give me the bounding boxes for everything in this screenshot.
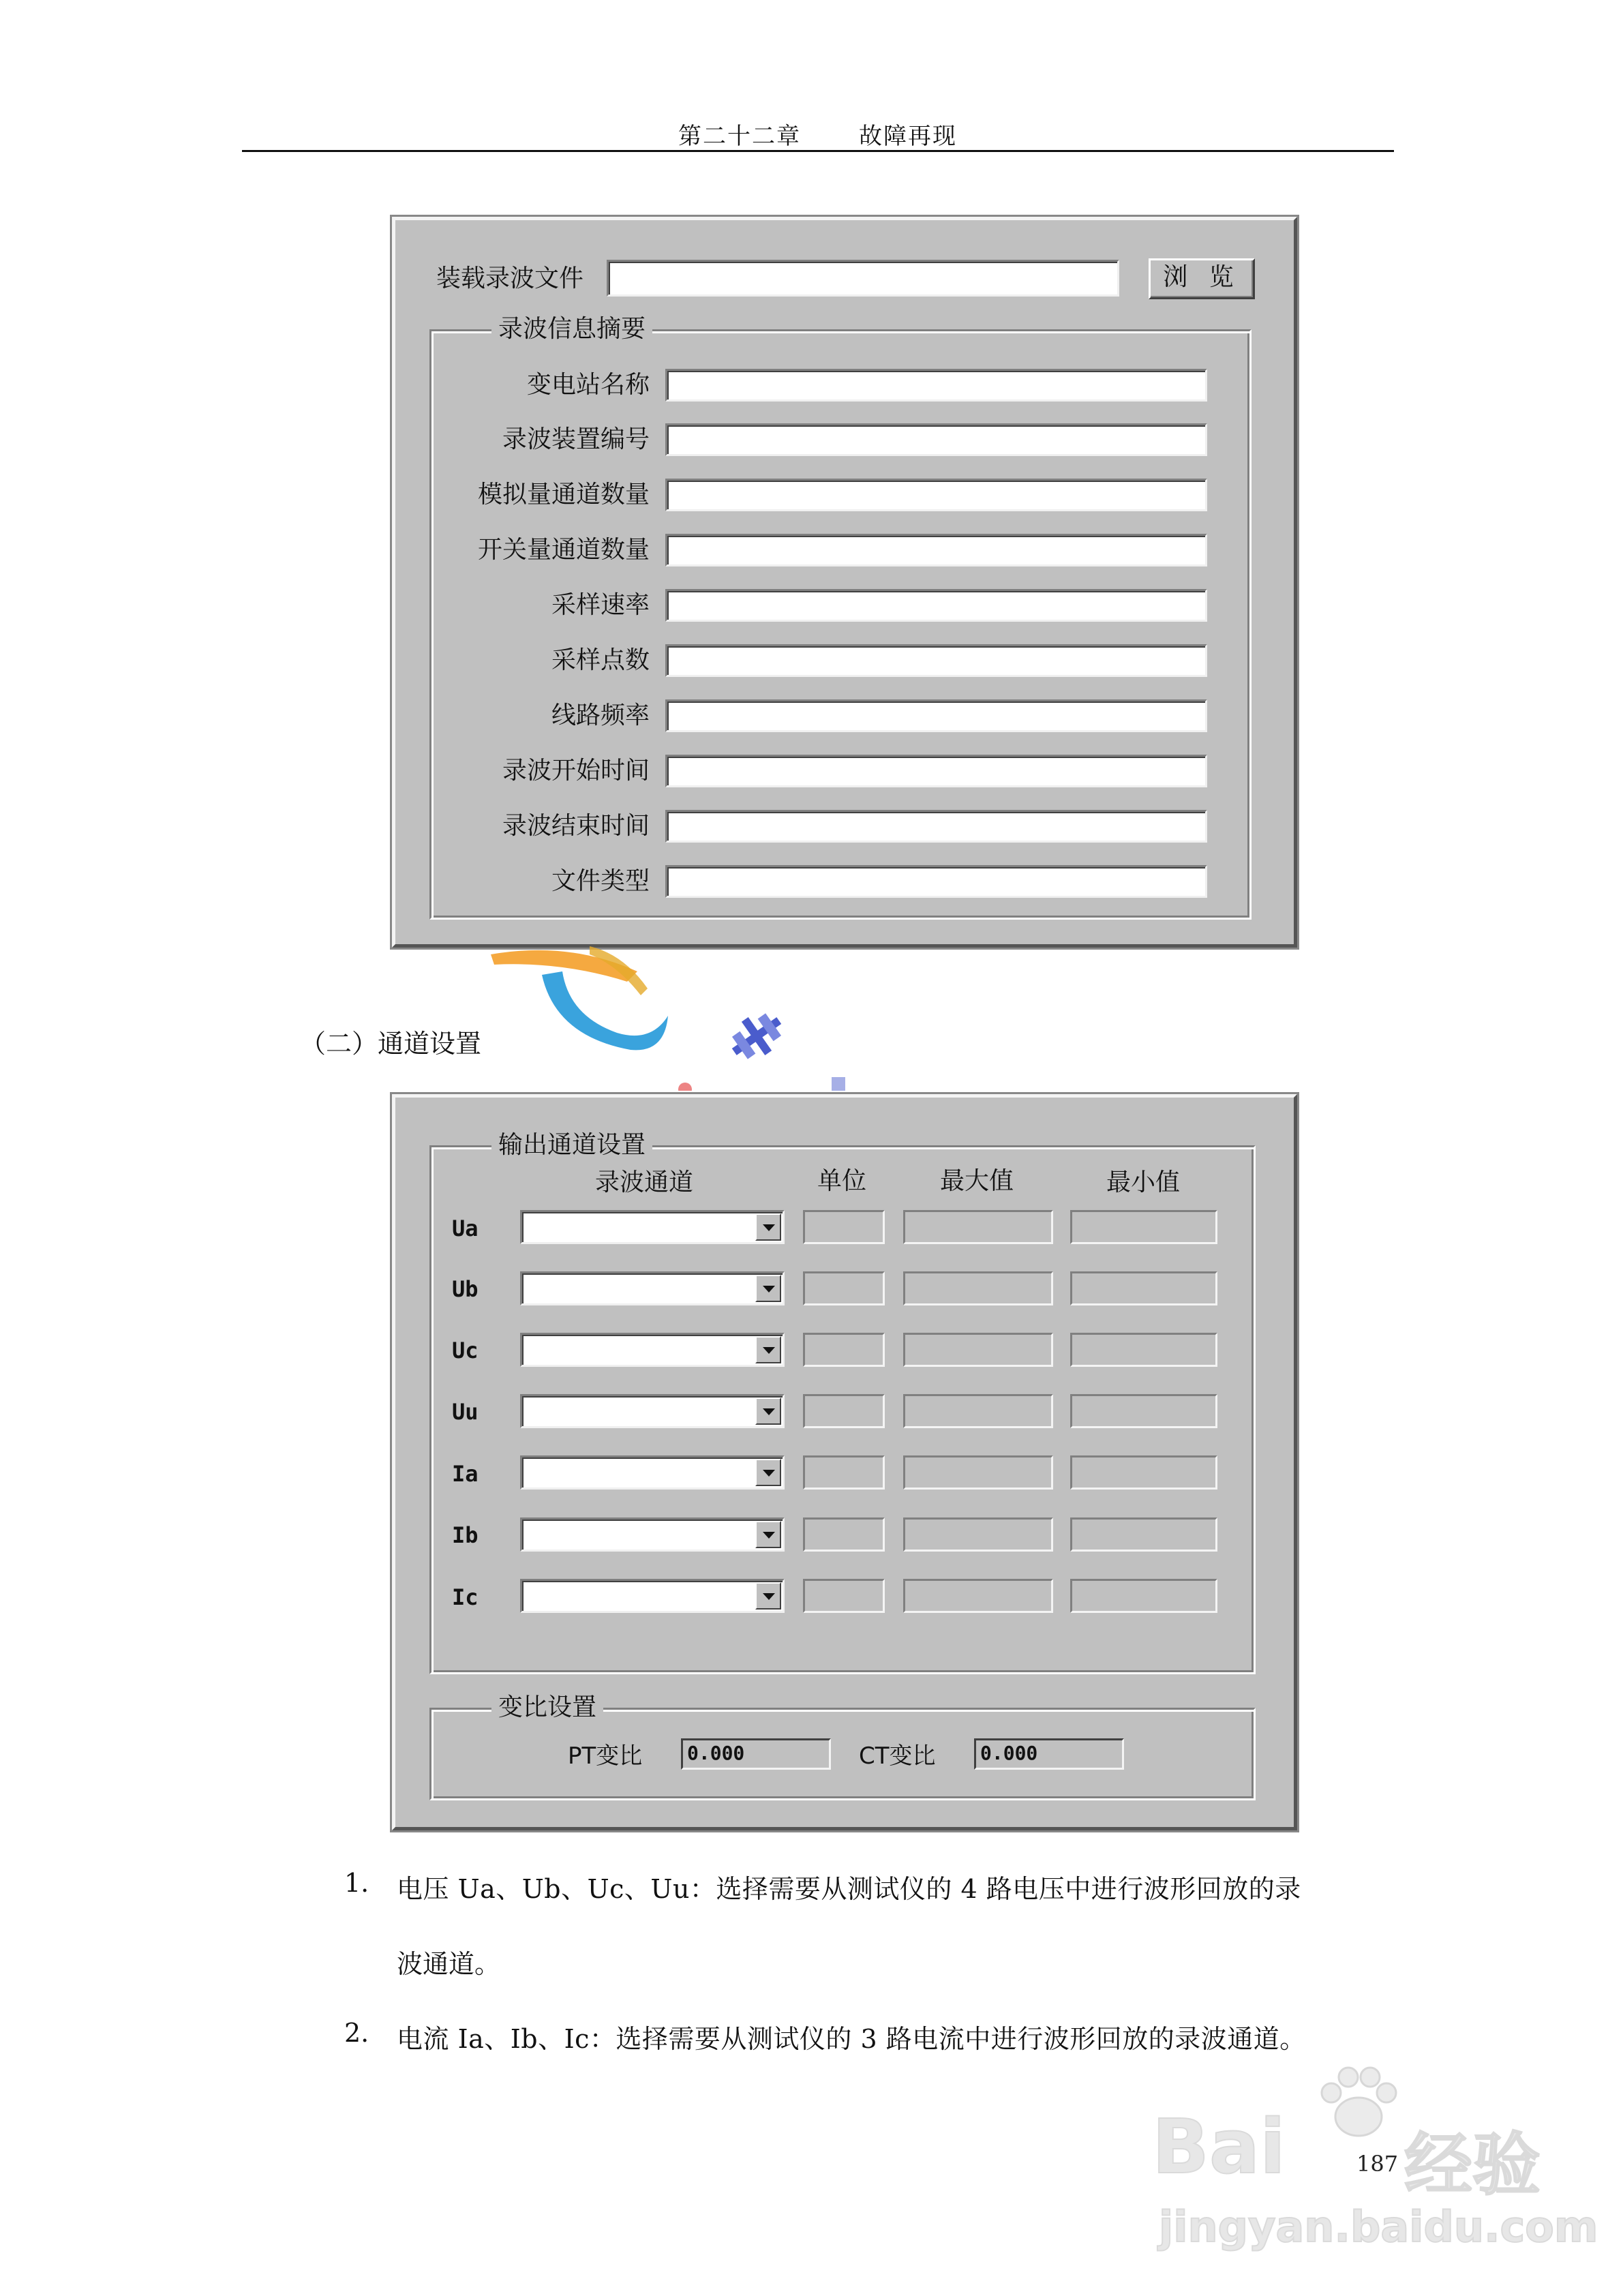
field-label: 开关量通道数量 [477,536,650,564]
chevron-down-icon[interactable] [755,1459,781,1486]
note-text-continued: 波通道。 [397,1949,501,1979]
summary-title: 录波信息摘要 [491,314,652,345]
chevron-down-icon[interactable] [755,1398,781,1425]
chapter-title: 第二十二章 [678,123,801,150]
field-input[interactable] [665,589,1207,622]
note-text: 电压 Ua、Ub、Uc、Uu：选择需要从测试仪的 4 路电压中进行波形回放的录 [397,1874,1301,1904]
channel-select[interactable] [520,1271,785,1305]
field-label: 线路频率 [551,701,650,729]
unit-cell [803,1517,885,1552]
page-header [242,115,1394,152]
max-cell [903,1333,1053,1367]
channel-label: Ia [452,1461,479,1487]
ratio-groupbox [429,1693,1256,1800]
pt-ratio-label: PT变比 [568,1742,643,1770]
field-input[interactable] [665,644,1207,677]
load-file-dialog [392,217,1297,948]
channel-select[interactable] [520,1517,785,1552]
max-cell [903,1455,1053,1490]
unit-cell [803,1333,885,1367]
browse-button[interactable]: 浏 览 [1149,258,1255,299]
min-cell [1070,1271,1217,1305]
unit-cell [803,1394,885,1428]
load-file-input[interactable] [607,260,1119,297]
channel-label: Ua [452,1215,479,1241]
unit-cell [803,1579,885,1613]
min-cell [1070,1210,1217,1244]
section-heading: （二）通道设置 [300,1029,482,1059]
min-cell [1070,1455,1217,1490]
channel-label: Ib [452,1522,479,1548]
decorative-logo-graphic [487,934,869,1091]
channel-settings-dialog [392,1094,1297,1830]
unit-cell [803,1210,885,1244]
field-input[interactable] [665,369,1207,402]
channel-label: Ub [452,1276,479,1302]
min-cell [1070,1333,1217,1367]
ct-ratio-input[interactable]: 0.000 [974,1738,1124,1770]
channel-select[interactable] [520,1210,785,1244]
channel-select[interactable] [520,1333,785,1367]
column-header-min: 最小值 [1106,1168,1181,1196]
field-label: 录波开始时间 [502,757,650,785]
watermark-brand: Bai [1152,2103,1286,2190]
field-input[interactable] [665,699,1207,732]
section-title: 故障再现 [859,123,957,150]
field-input[interactable] [665,865,1207,898]
chevron-down-icon[interactable] [755,1336,781,1363]
field-input[interactable] [665,755,1207,787]
channel-select[interactable] [520,1455,785,1490]
paw-logo-icon [1314,2062,1403,2144]
channel-label: Uc [452,1338,479,1363]
max-cell [903,1271,1053,1305]
min-cell [1070,1517,1217,1552]
column-header-unit: 单位 [817,1167,867,1195]
ratio-title: 变比设置 [491,1692,603,1723]
field-label: 文件类型 [551,867,650,895]
channel-select[interactable] [520,1579,785,1613]
field-input[interactable] [665,534,1207,567]
chevron-down-icon[interactable] [755,1582,781,1610]
column-header-channel: 录波通道 [595,1168,694,1196]
field-label: 模拟量通道数量 [477,481,650,509]
note-number: 1. [344,1868,369,1898]
channel-label: Ic [452,1584,479,1610]
field-label: 采样速率 [551,591,650,619]
pt-ratio-input[interactable]: 0.000 [681,1738,831,1770]
channel-label: Uu [452,1399,479,1425]
field-label: 录波装置编号 [502,425,650,453]
min-cell [1070,1394,1217,1428]
field-input[interactable] [665,810,1207,843]
max-cell [903,1210,1053,1244]
load-file-label: 装载录波文件 [436,265,584,292]
chevron-down-icon[interactable] [755,1275,781,1302]
field-input[interactable] [665,423,1207,456]
output-channel-groupbox [429,1131,1256,1674]
channel-select[interactable] [520,1394,785,1428]
output-channel-title: 输出通道设置 [491,1130,652,1161]
note-text: 电流 Ia、Ib、Ic：选择需要从测试仪的 3 路电流中进行波形回放的录波通道。 [397,2024,1306,2054]
chevron-down-icon[interactable] [755,1521,781,1548]
max-cell [903,1579,1053,1613]
note-number: 2. [344,2018,369,2048]
max-cell [903,1517,1053,1552]
unit-cell [803,1271,885,1305]
field-label: 采样点数 [551,646,650,674]
ct-ratio-label: CT变比 [859,1742,936,1770]
field-input[interactable] [665,479,1207,511]
unit-cell [803,1455,885,1490]
page-number: 187 [1356,2151,1399,2177]
watermark-url: jingyan.baidu.com [1159,2202,1598,2252]
watermark-brand-cn: 经验 [1404,2125,1541,2205]
chevron-down-icon[interactable] [755,1213,781,1241]
summary-groupbox [429,315,1252,920]
max-cell [903,1394,1053,1428]
field-label: 变电站名称 [526,371,650,399]
field-label: 录波结束时间 [502,812,650,840]
min-cell [1070,1579,1217,1613]
column-header-max: 最大值 [940,1167,1014,1195]
